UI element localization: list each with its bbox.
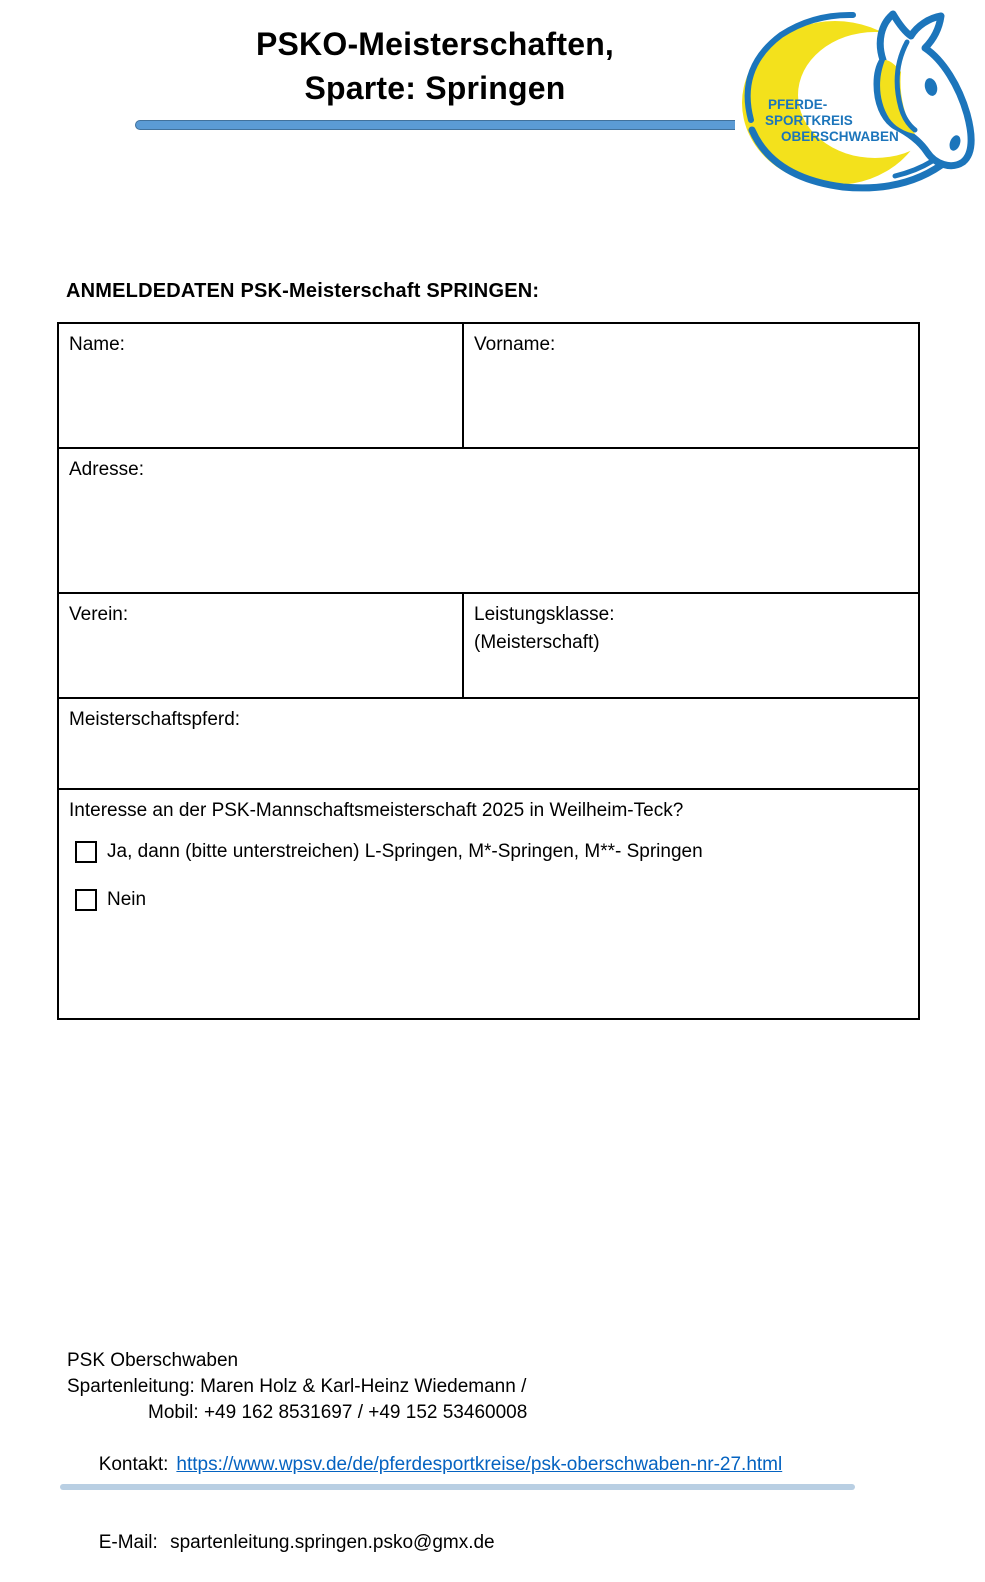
logo-text-line2: SPORTKREIS [765, 113, 853, 128]
nein-checkbox[interactable] [75, 889, 97, 911]
footer-org-name: PSK Oberschwaben [67, 1350, 239, 1371]
table-row-name [59, 324, 918, 449]
kontakt-label: Kontakt: [98, 1454, 169, 1475]
horse-head-logo-icon [735, 8, 980, 194]
page-title-line1: PSKO-Meisterschaften, [255, 26, 615, 62]
option-nein [69, 886, 908, 914]
vorname-field-cell [464, 324, 918, 447]
nein-checkbox-label: Nein [107, 889, 147, 910]
leistungsklasse-sublabel: (Meisterschaft) [474, 632, 600, 653]
page-title-line2: Sparte: Springen [304, 70, 566, 106]
footer-kontakt-line [67, 1426, 917, 1504]
verein-field-cell [59, 594, 464, 697]
vorname-label: Vorname: [474, 334, 556, 355]
table-row-adresse [59, 449, 918, 594]
leistungsklasse-label: Leistungsklasse: [474, 604, 615, 625]
section-heading: ANMELDEDATEN PSK-Meisterschaft SPRINGEN: [66, 280, 540, 302]
footer-email-line [67, 1504, 917, 1582]
name-field-cell [59, 324, 464, 447]
option-ja [69, 838, 908, 866]
registration-table [57, 322, 920, 1020]
leistungsklasse-field-cell [464, 594, 918, 697]
table-row-meisterschaftspferd [59, 699, 918, 790]
ja-checkbox-label: Ja, dann (bitte unterstreichen) L-Springen, M*-Springen, M**- Springen [107, 841, 703, 862]
footer-mobil: Mobil: +49 162 8531697 / +49 152 53460008 [148, 1402, 528, 1423]
page-title [135, 22, 735, 110]
email-address: spartenleitung.springen.psko@gmx.de [170, 1532, 495, 1553]
verein-label: Verein: [69, 604, 129, 625]
ja-checkbox[interactable] [75, 841, 97, 863]
footer-spartenleitung: Spartenleitung: Maren Holz & Karl-Heinz Wiedemann / [67, 1376, 527, 1397]
logo-text-line3: OBERSCHWABEN [781, 129, 899, 144]
table-row-interesse [59, 790, 918, 1018]
email-label: E-Mail: [98, 1532, 164, 1553]
bottom-divider-bar-cut [60, 1484, 855, 1490]
kontakt-url-link[interactable]: https://www.wpsv.de/de/pferdesportkreise/psk-oberschwaben-nr-27.html [176, 1454, 783, 1475]
adresse-label: Adresse: [69, 459, 144, 480]
meisterschaftspferd-field-cell [59, 699, 918, 788]
table-row-verein [59, 594, 918, 699]
footer-contact-block [67, 1348, 917, 1582]
psk-oberschwaben-logo [735, 8, 980, 194]
adresse-field-cell [59, 449, 918, 592]
meisterschaftspferd-label: Meisterschaftspferd: [69, 709, 241, 730]
interesse-cell [59, 790, 918, 1018]
name-label: Name: [69, 334, 125, 355]
logo-text-line1: PFERDE- [768, 97, 828, 112]
interesse-question: Interesse an der PSK-Mannschaftsmeisterschaft 2025 in Weilheim-Teck? [69, 800, 684, 821]
header-divider-bar [135, 120, 767, 130]
